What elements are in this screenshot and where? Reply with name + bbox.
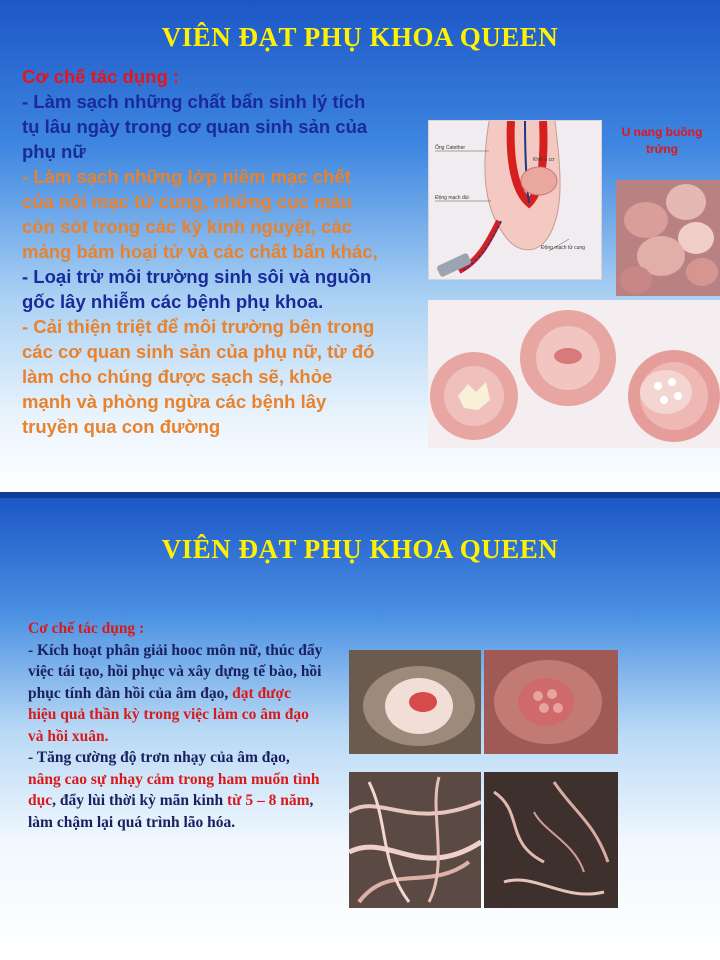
slide-2-item-1-part-b: đạt được hiệu quả thần kỳ trong việc làm co âm đạo và hồi xuân.: [28, 684, 309, 745]
slide-2: [0, 498, 720, 960]
diagram-label-catheter: Ống Catether: [435, 145, 466, 151]
slide-2-item-1: [28, 640, 323, 748]
slide-2-item-2-part-d: từ 5 – 8 năm: [226, 792, 310, 809]
microscope-photo-right-drawing: [484, 772, 618, 908]
slide-2-text: [28, 618, 323, 833]
cervix-stages-drawing: [428, 300, 720, 448]
ovarian-cyst-label: U nang buồng trứng: [621, 125, 703, 156]
microscope-photo-left-drawing: [349, 772, 481, 908]
slide-2-item-2-part-e: , làm chậm lại quá trình lão hóa.: [28, 792, 314, 831]
ovarian-cyst-drawing: [616, 180, 720, 296]
diagram-label-tumor: Khối u cơ: [533, 157, 555, 163]
uterine-artery-diagram-drawing: [429, 121, 601, 279]
slide-1-item-4: - Cải thiện triệt để môi trường bên trong các cơ quan sinh sản của phụ nữ, từ đó làm cho chúng được sạch sẽ, khỏe mạnh và phòng ngừa các bệnh lây truyền qua con đường: [22, 316, 375, 437]
ovarian-cyst-image: [616, 180, 720, 296]
slide-1-text: [22, 64, 378, 439]
cervix-stages-image: [428, 300, 720, 448]
slide-2-item-2-part-b: nâng cao sự nhạy cảm trong ham muốn tình dục: [28, 770, 320, 809]
slide-2-item-2-part-a: - Tăng cường độ trơn nhạy của âm đạo,: [28, 749, 290, 766]
cervix-photo-right: [484, 650, 618, 754]
microscope-photo-left: [349, 772, 481, 908]
cervix-photo-left: [349, 650, 481, 754]
slide-1-item-2: - Làm sạch những lớp niêm mạc chết của nội mạc tử cung, những cục máu còn sót trong các kỳ kinh nguyệt, các mảng bám hoại tử và các chất bẩn khác,: [22, 166, 378, 262]
cervix-photo-left-drawing: [349, 650, 481, 754]
uterine-artery-diagram: [428, 120, 602, 280]
cervix-photo-right-drawing: [484, 650, 618, 754]
slide-1-heading: Cơ chế tác dụng :: [22, 66, 180, 87]
slide-2-item-2-part-c: , đẩy lùi thời kỳ mãn kinh: [52, 792, 227, 809]
slide-2-item-1-part-a: - Kích hoạt phân giải hooc môn nữ, thúc đẩy việc tái tạo, hồi phục và xây dựng tế bào, hồi phục tính đàn hồi của âm đạo,: [28, 641, 323, 702]
slide-2-heading: Cơ chế tác dụng :: [28, 620, 145, 637]
diagram-label-femoral-artery: Động mạch đùi: [435, 195, 469, 201]
slide-2-title: VIÊN ĐẠT PHỤ KHOA QUEEN: [161, 534, 559, 564]
microscope-photo-right: [484, 772, 618, 908]
slide-1-item-1: - Làm sạch những chất bẩn sinh lý tích tụ lâu ngày trong cơ quan sinh sản của phụ nữ: [22, 91, 368, 162]
slide-2-item-2: [28, 747, 323, 833]
diagram-label-uterine-artery: Động mạch tử cung: [541, 245, 585, 251]
slide-1-item-3: - Loại trừ môi trường sinh sôi và nguồn gốc lây nhiễm các bệnh phụ khoa.: [22, 266, 372, 312]
slide-1-title: VIÊN ĐẠT PHỤ KHOA QUEEN: [161, 22, 559, 52]
